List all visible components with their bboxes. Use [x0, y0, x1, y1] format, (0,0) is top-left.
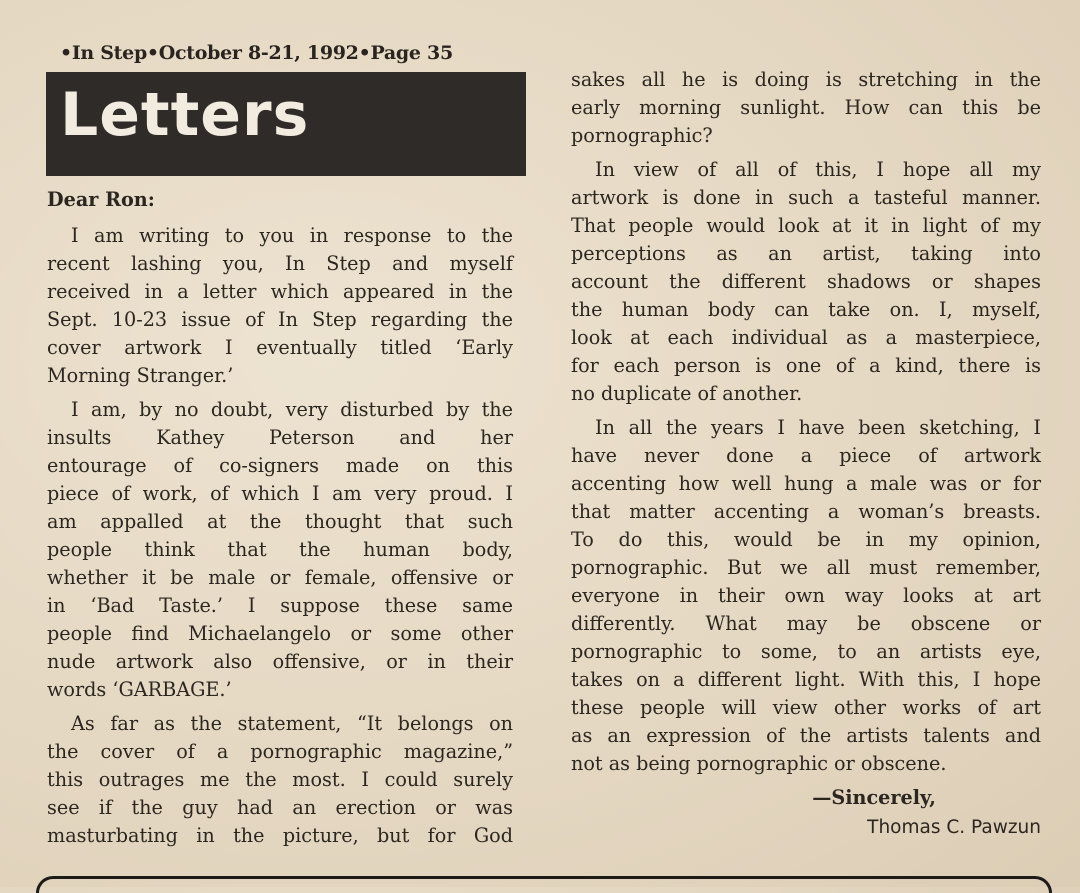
text-line: the cover of a pornographic magazine,” [47, 740, 513, 763]
text-line: early morning sunlight. How can this be [571, 96, 1041, 119]
left-column-lines [47, 222, 513, 850]
bottom-border [36, 876, 1052, 893]
text-line: these people will view other works of art [571, 696, 1041, 719]
text-line: As far as the statement, “It belongs on [71, 712, 513, 735]
text-line: pornographic? [571, 124, 713, 147]
text-line: look at each individual as a masterpiece, [571, 326, 1041, 349]
text-line: I am writing to you in response to the [71, 224, 513, 247]
section-banner [46, 72, 526, 176]
text-line: insults Kathey Peterson and her [47, 426, 513, 449]
text-line: Sept. 10-23 issue of In Step regarding the [47, 308, 513, 331]
signature: Thomas C. Pawzun [867, 817, 1041, 838]
text-line: for each person is one of a kind, there is [571, 354, 1041, 377]
text-line: this outrages me the most. I could surely [47, 768, 513, 791]
text-line: recent lashing you, In Step and myself [47, 252, 513, 275]
text-line: masturbating in the picture, but for God [47, 824, 513, 847]
text-line: received in a letter which appeared in the [47, 280, 513, 303]
text-line: the human body can take on. I, myself, [571, 298, 1041, 321]
text-line: people think that the human body, [47, 538, 513, 561]
text-line: I am, by no doubt, very disturbed by the [71, 398, 513, 421]
text-line: nude artwork also offensive, or in their [47, 650, 513, 673]
text-line: artwork is done in such a tasteful manner. [571, 186, 1041, 209]
text-line: as an expression of the artists talents and [571, 724, 1041, 747]
text-line: takes on a different light. With this, I hope [571, 668, 1041, 691]
section-title: Letters [60, 80, 310, 150]
text-line: have never done a piece of artwork [571, 444, 1041, 467]
closing: —Sincerely, [812, 786, 936, 809]
text-line: That people would look at it in light of my [571, 214, 1041, 237]
text-line: whether it be male or female, offensive or [47, 566, 513, 589]
text-line: that matter accenting a woman’s breasts. [571, 500, 1041, 523]
text-line: everyone in their own way looks at art [571, 584, 1041, 607]
right-column-lines [571, 66, 1041, 778]
text-line: In all the years I have been sketching, I [595, 416, 1041, 439]
text-line: sakes all he is doing is stretching in the [571, 68, 1041, 91]
text-line: account the different shadows or shapes [571, 270, 1041, 293]
letter-left-column [47, 186, 513, 850]
text-line: Morning Stranger.’ [47, 364, 234, 387]
text-line: To do this, would be in my opinion, [571, 528, 1041, 551]
text-line: pornographic to some, to an artists eye, [571, 640, 1041, 663]
text-line: no duplicate of another. [571, 382, 803, 405]
text-line: cover artwork I eventually titled ‘Early [47, 336, 513, 359]
dateline: •In Step•October 8-21, 1992•Page 35 [60, 42, 453, 64]
letter-right-column [571, 66, 1041, 842]
text-line: see if the guy had an erection or was [47, 796, 513, 819]
text-line: piece of work, of which I am very proud. I [47, 482, 513, 505]
text-line: in ‘Bad Taste.’ I suppose these same [47, 594, 513, 617]
text-line: am appalled at the thought that such [47, 510, 513, 533]
text-line: In view of all of this, I hope all my [595, 158, 1041, 181]
text-line: pornographic. But we all must remember, [571, 556, 1041, 579]
text-line: accenting how well hung a male was or for [571, 472, 1041, 495]
text-line: differently. What may be obscene or [571, 612, 1041, 635]
text-line: people find Michaelangelo or some other [47, 622, 513, 645]
text-line: not as being pornographic or obscene. [571, 752, 947, 775]
text-line: perceptions as an artist, taking into [571, 242, 1041, 265]
text-line: entourage of co-signers made on this [47, 454, 513, 477]
salutation: Dear Ron: [47, 188, 155, 211]
text-line: words ‘GARBAGE.’ [47, 678, 232, 701]
